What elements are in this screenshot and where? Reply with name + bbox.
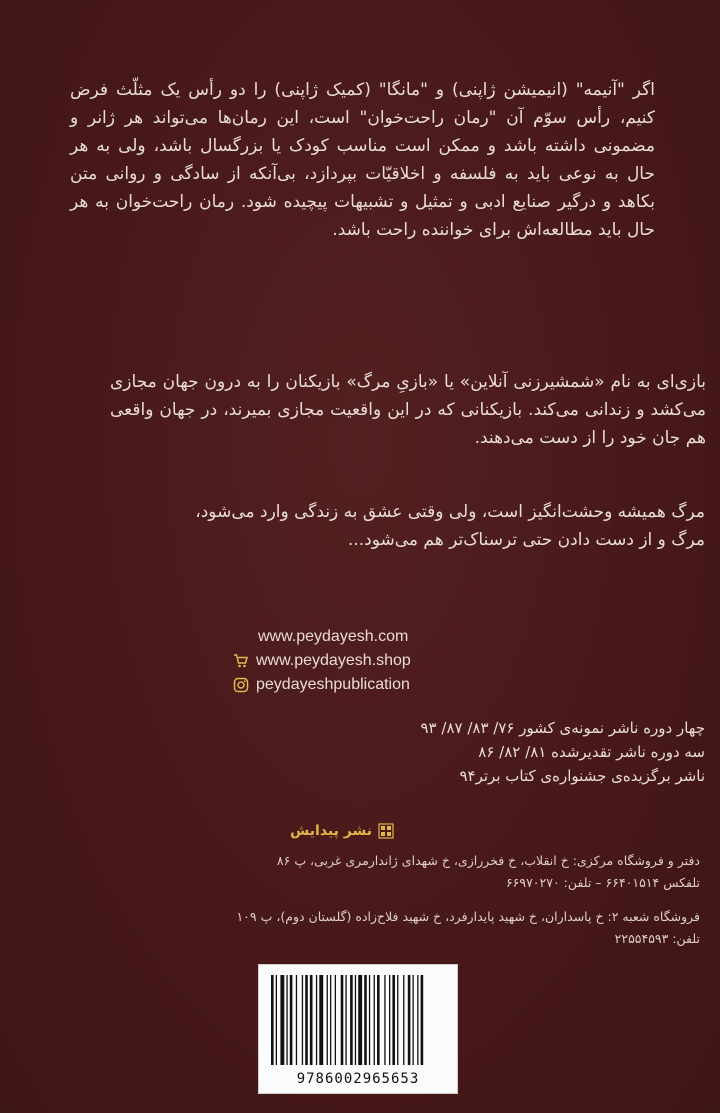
instagram-link[interactable] xyxy=(232,676,410,694)
barcode-bar xyxy=(417,975,418,1065)
barcode-bar xyxy=(392,975,395,1065)
barcode-bar xyxy=(345,975,346,1065)
shop-text: www.peydayesh.shop xyxy=(256,652,411,669)
barcode-bar xyxy=(384,975,385,1065)
barcode-bar xyxy=(358,975,362,1065)
barcode-bar xyxy=(316,975,317,1065)
branch-store-address xyxy=(80,906,700,950)
address-line: فروشگاه شعبه ۲: خ پاسداران، خ شهید پایدارفرد، خ شهید فلاح‌زاده (گلستان دوم)، پ ۱۰۹ xyxy=(236,909,700,924)
barcode-bar xyxy=(369,975,370,1065)
barcode-bar xyxy=(377,975,380,1065)
tagline-line-1: مرگ همیشه وحشت‌انگیز است، ولی وقتی عشق به زندگی وارد می‌شود، xyxy=(195,502,705,522)
barcode-bar xyxy=(290,975,293,1065)
publisher-brand xyxy=(290,823,440,839)
barcode-bar xyxy=(413,975,414,1065)
barcode-bar xyxy=(355,975,356,1065)
barcode-bar xyxy=(350,975,353,1065)
barcode-bar xyxy=(341,975,344,1065)
barcode-bar xyxy=(276,975,277,1065)
isbn-number: 9786002965653 xyxy=(296,1071,420,1087)
barcode-bar xyxy=(319,975,323,1065)
barcode-bar xyxy=(327,975,328,1065)
publisher-awards xyxy=(190,716,705,788)
barcode-bar xyxy=(335,975,336,1065)
publisher-logo-icon xyxy=(378,823,394,839)
intro-paragraph: اگر "آنیمه" (انیمیشن ژاپنی) و "مانگا" (کمیک ژاپنی) را دو رأس یک مثلّث فرض کنیم، رأس سوّم آن "رمان راحت‌خوان" است، این رمان‌ها می‌تواند هر ژانر و مضمونی داشته باشد و ممکن است مناسب کودک یا بزرگسال باشد، ولی به هر حال به نوعی باید به فلسفه و اخلاقیّات بپردازد، بی‌آنکه از سادگی و روانی متن بکاهد و درگیر صنایع ادبی و تمثیل و تشبیهات پیچیده شود. رمان راحت‌خوان به هر حال باید مطالعه‌اش برای خواننده راحت باشد. xyxy=(70,80,655,240)
address-line: دفتر و فروشگاه مرکزی: خ انقلاب، خ فخررازی، خ شهدای ژاندارمری غربی، پ ۸۶ xyxy=(276,853,700,868)
barcode-bar xyxy=(280,975,284,1065)
barcode-bar xyxy=(310,975,313,1065)
synopsis-paragraph: بازی‌ای به نام «شمشیرزنی آنلاین» یا «بازیِ مرگ» بازیکنان را به درون جهان مجازی می‌کشد و زندانی می‌کند. بازیکنانی که در این واقعیت مجازی بمیرند، در جهان واقعی هم جان خود را از دست می‌دهند. xyxy=(110,372,706,448)
award-line: چهار دوره ناشر نمونه‌ی کشور ۷۶/ ۸۳/ ۸۷/ ۹۳ xyxy=(420,719,705,737)
barcode-bar xyxy=(389,975,390,1065)
barcode-bar xyxy=(421,975,424,1065)
barcode-bar xyxy=(305,975,308,1065)
barcode-bar xyxy=(374,975,375,1065)
instagram-text: peydayeshpublication xyxy=(256,676,410,693)
award-line: ناشر برگزیده‌ی جشنواره‌ی کتاب برتر۹۴ xyxy=(459,767,705,785)
isbn-barcode xyxy=(258,964,458,1094)
instagram-icon xyxy=(232,676,250,694)
main-store-address xyxy=(80,850,700,894)
tagline-paragraph xyxy=(120,498,705,554)
tagline-line-2: مرگ و از دست دادن حتی ترسناک‌تر هم می‌شود... xyxy=(347,530,705,550)
shop-link[interactable] xyxy=(232,652,411,670)
barcode-bar xyxy=(364,975,367,1065)
barcode-bar xyxy=(302,975,303,1065)
barcode-bar xyxy=(286,975,287,1065)
cart-icon xyxy=(232,652,250,670)
barcode-bar xyxy=(296,975,297,1065)
website-link[interactable] xyxy=(258,628,408,646)
barcode-bar xyxy=(403,975,404,1065)
barcode-bars xyxy=(271,975,447,1065)
barcode-bar xyxy=(397,975,398,1065)
barcode-bar xyxy=(330,975,331,1065)
phone-line: تلفکس ۶۶۴۰۱۵۱۴ – تلفن: ۶۶۹۷۰۲۷۰ xyxy=(505,875,700,890)
website-text: www.peydayesh.com xyxy=(258,628,409,645)
award-line: سه دوره ناشر تقدیرشده ۸۱/ ۸۲/ ۸۶ xyxy=(478,743,705,761)
barcode-bar xyxy=(408,975,411,1065)
publisher-name: نشر پیدایش xyxy=(290,823,372,839)
barcode-bar xyxy=(271,975,274,1065)
phone-line: تلفن: ۲۲۵۵۴۵۹۳ xyxy=(614,931,700,946)
